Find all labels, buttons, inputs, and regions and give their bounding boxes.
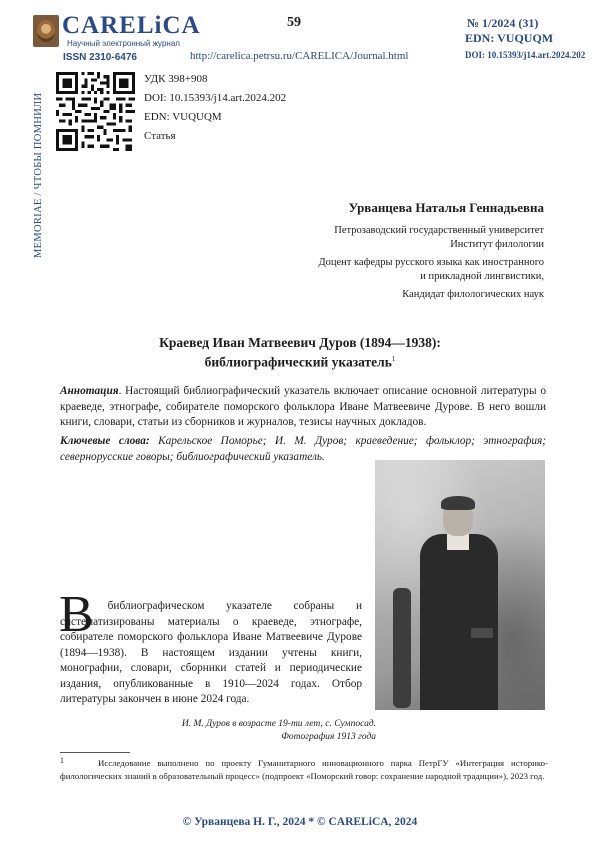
abstract: [60, 384, 546, 431]
article-meta: [144, 70, 286, 146]
issue-number: № 1/2024 (31): [467, 16, 539, 30]
issn: ISSN 2310-6476: [63, 52, 137, 63]
photo-caption: [60, 718, 376, 744]
footer-copyright: © Урванцева Н. Г., 2024 * © CARELiCA, 2024: [182, 816, 418, 828]
body-paragraph-text: библиографическом указателе собраны и систематизированы материалы о краеведе, этнографе, собирателе поморского фольклора Иване Матвеевиче Дурове (1894—1938). В настоящем издании учтены книги, монографии, словари, сборники статей и периодические издания, опубликованные в 1910—2024 годах. Отбор литературы закончен в июне 2024 года.: [60, 600, 362, 705]
title-footnote-mark[interactable]: 1: [391, 355, 396, 363]
journal-subtitle: Научный электронный журнал: [67, 39, 180, 48]
abstract-text: . Настоящий библиографический указатель включает описание основной литературы о краеведе, этнографе, собирателе поморского фольклора Иване Матвеевиче Дурове. В него вошли книги, словари, статьи из сборников и журналов, тезисы научных докладов.: [60, 385, 546, 428]
affiliation-degree: Кандидат филологических наук: [402, 289, 544, 300]
photo-caption-line1: И. М. Дуров в возрасте 19-ти лет, с. Сумпосад.: [181, 719, 376, 729]
qr-code-icon: [56, 72, 135, 151]
section-side-label: MEMORIAE / ЧТОБЫ ПОМНИЛИ: [33, 92, 44, 258]
header-edn: EDN: VUQUQM: [465, 31, 554, 45]
meta-edn: EDN: VUQUQM: [144, 111, 222, 123]
affiliation-position-line2: и прикладной лингвистики,: [420, 271, 544, 282]
keywords-text: Карельское Поморье; И. М. Дуров; краеведение; фольклор; этнография; севернорусские говоры; библиографический указатель.: [60, 435, 546, 463]
portrait-photo: [375, 460, 545, 710]
keywords-label: Ключевые слова:: [60, 435, 150, 447]
affiliation-position-line1: Доцент кафедры русского языка как иностранного: [318, 257, 544, 268]
footnote-text: Исследование выполнено по проекту Гуманитарного инновационного парка ПетрГУ «Интеграция историко-филологических знаний в образовательный процесс» (подпроект «Поморский говор: сохранение народной традиции»), 2023 год.: [60, 758, 548, 781]
photo-caption-line2: Фотография 1913 года: [281, 732, 376, 742]
article-title: [60, 334, 540, 371]
journal-emblem: [33, 15, 59, 47]
body-paragraph: [60, 599, 362, 708]
drop-cap: В: [59, 586, 94, 643]
affiliation-institute: Институт филологии: [450, 239, 544, 250]
meta-doi: DOI: 10.15393/j14.art.2024.202: [144, 92, 287, 104]
page-number: 59: [287, 15, 301, 30]
header-doi: DOI: 10.15393/j14.art.2024.202: [465, 50, 586, 60]
udk: УДК 398+908: [144, 73, 208, 85]
abstract-label: Аннотация: [60, 385, 119, 397]
footnote-divider: [60, 752, 130, 753]
author-name: Урванцева Наталья Геннадьевна: [348, 200, 544, 215]
footnote-number: 1: [60, 756, 64, 765]
article-title-line2: библиографический указатель: [204, 354, 392, 370]
affiliation-university: Петрозаводский государственный университет: [334, 225, 544, 236]
journal-url-link[interactable]: http://carelica.petrsu.ru/CARELICA/Journal.html: [190, 50, 409, 62]
journal-brand: CARELiCA: [62, 12, 201, 39]
article-type: Статья: [144, 130, 176, 142]
article-title-line1: Краевед Иван Матвеевич Дуров (1894—1938):: [159, 335, 441, 350]
